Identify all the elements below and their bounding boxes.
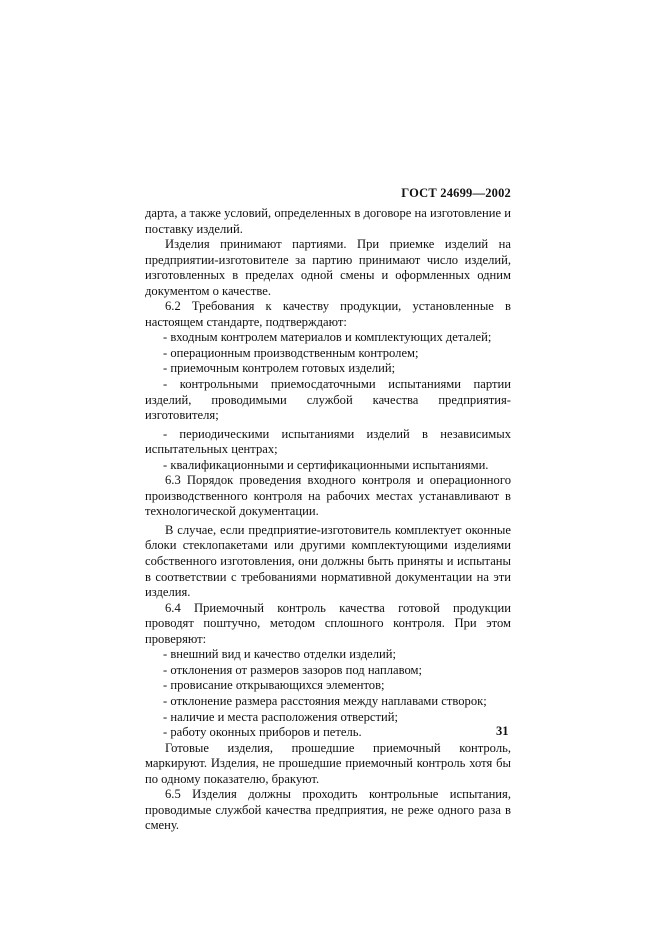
body-text xyxy=(145,206,511,834)
standard-header: ГОСТ 24699—2002 xyxy=(401,186,511,200)
paragraph-continuation: дарта, а также условий, определенных в договоре на изготовление и поставку изделий. xyxy=(145,206,511,236)
paragraph-batches: Изделия принимают партиями. При приемке изделий на предприятии-изготовителе за партию принимают число изделий, изготовленных в пределах одной смены и оформленных одним документом о качестве. xyxy=(145,237,511,298)
list-item: - наличие и места расположения отверстий; xyxy=(163,709,398,724)
list-item: - отклонение размера расстояния между наплавами створок; xyxy=(163,693,487,708)
list-item: - входным контролем материалов и комплектующих деталей; xyxy=(163,330,492,345)
paragraph-6-4: 6.4 Приемочный контроль качества готовой продукции проводят поштучно, методом сплошного контроля. При этом проверяют: xyxy=(145,600,511,646)
list-item: - внешний вид и качество отделки изделий; xyxy=(163,647,396,662)
paragraph-6-5: 6.5 Изделия должны проходить контрольные испытания, проводимые службой качества предприятия, не реже одного раза в смену. xyxy=(145,787,511,833)
list-item: - операционным производственным контролем; xyxy=(163,345,419,360)
list-item: - отклонения от размеров зазоров под наплавом; xyxy=(163,662,422,677)
list-item: - провисание открывающихся элементов; xyxy=(163,678,385,693)
paragraph-6-2: 6.2 Требования к качеству продукции, установленные в настоящем стандарте, подтверждают: xyxy=(145,299,511,329)
list-item: - работу оконных приборов и петель. xyxy=(163,725,362,740)
list-item: - приемочным контролем готовых изделий; xyxy=(163,361,396,376)
list-item: - контрольными приемосдаточными испытаниями партии изделий, проводимыми службой качества предприятия-изготовителя; xyxy=(145,377,511,423)
list-item: - квалификационными и сертификационными испытаниями. xyxy=(163,457,489,472)
page-number: 31 xyxy=(496,724,509,738)
paragraph-marking: Готовые изделия, прошедшие приемочный контроль, маркируют. Изделия, не прошедшие приемочный контроль хотя бы по одному показателю, бракуют. xyxy=(145,740,511,786)
paragraph-6-3: 6.3 Порядок проведения входного контроля и операционного производственного контроля на рабочих местах устанавливают в технологической документации. xyxy=(145,473,511,519)
list-item: - периодическими испытаниями изделий в независимых испытательных центрах; xyxy=(145,426,511,457)
paragraph-components: В случае, если предприятие-изготовитель комплектует оконные блоки стеклопакетами или другими комплектующими изделиями собственного изготовления, они должны быть приняты и испытаны в соответствии с требованиями нормативной документации на эти изделия. xyxy=(145,522,511,600)
